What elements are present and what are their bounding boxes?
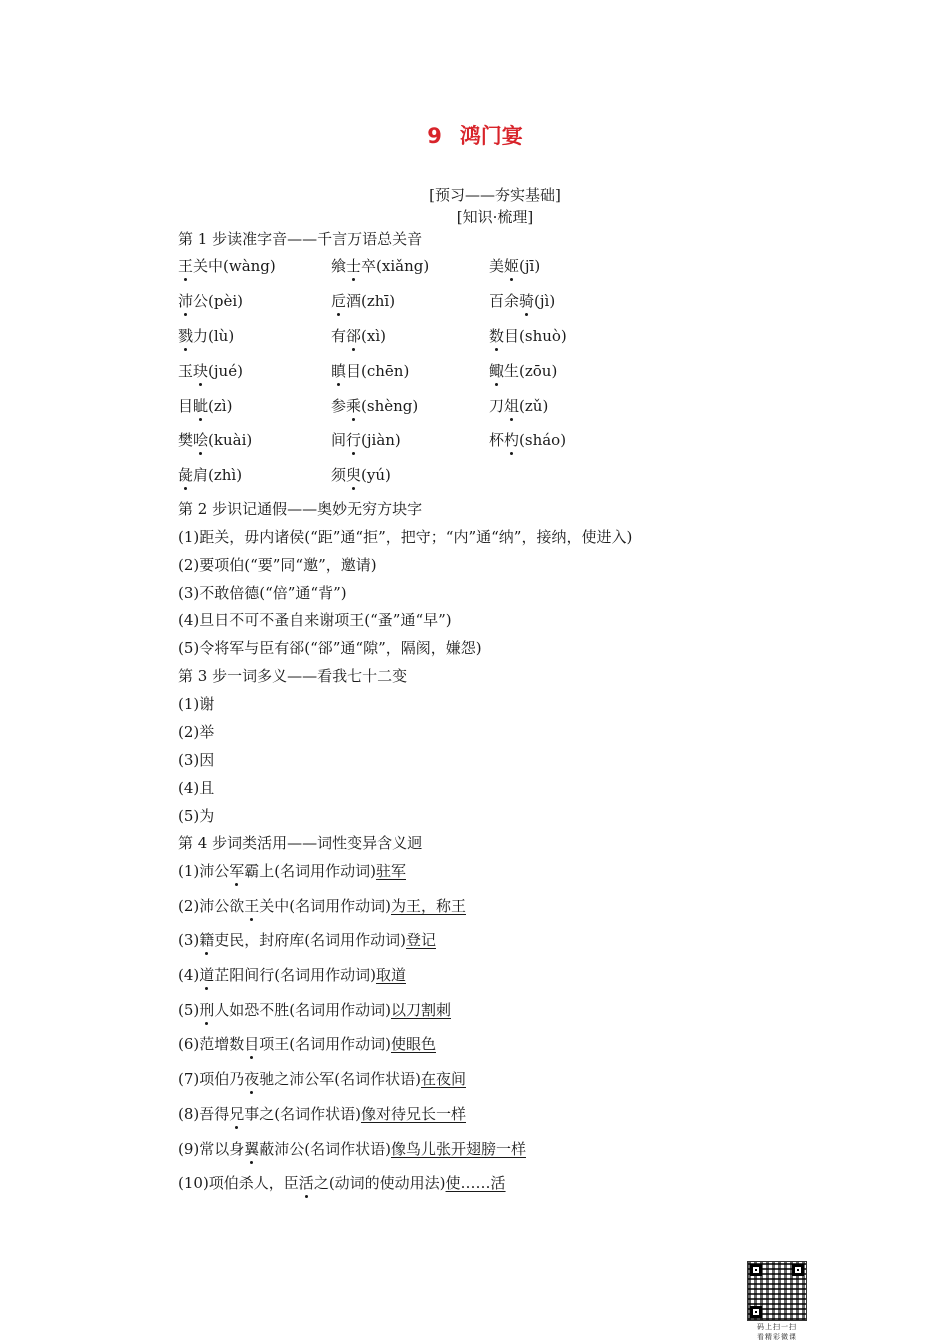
answer: 登记 — [405, 931, 436, 949]
huoyong-item: (4)道芷阳间行(名词用作动词)取道 — [178, 966, 406, 984]
subtitle-preview: [预习——夯实基础] — [429, 186, 561, 204]
polysemy-item: (4)且 — [178, 779, 215, 797]
polysemy-item: (5)为 — [178, 807, 215, 825]
pron-item: 彘肩(zhì) — [178, 466, 243, 484]
pron-item: 鲰生(zōu) — [489, 362, 558, 380]
pron-item: 参乘(shèng) — [331, 397, 419, 415]
huoyong-item: (8)吾得兄事之(名词作状语)像对待兄长一样 — [178, 1105, 466, 1123]
polysemy-item: (3)因 — [178, 751, 215, 769]
answer: 在夜间 — [420, 1070, 466, 1088]
answer: 为王，称王 — [390, 897, 466, 915]
pron-item: 沛公(pèi) — [178, 292, 243, 310]
tongjia-item: (1)距关，毋内诸侯(“距”通“拒”，把守；“内”通“纳”，接纳，使进入) — [178, 528, 633, 546]
pron-item: 卮酒(zhī) — [331, 292, 396, 310]
huoyong-item: (9)常以身翼蔽沛公(名词作状语)像鸟儿张开翅膀一样 — [178, 1140, 526, 1158]
step-4-heading: 第 4 步词类活用——词性变异含义迥 — [178, 834, 423, 852]
huoyong-item: (10)项伯杀人，臣活之(动词的使动用法)使……活 — [178, 1174, 506, 1192]
huoyong-item: (5)刑人如恐不胜(名词用作动词)以刀割刺 — [178, 1001, 451, 1019]
pron-item: 有郤(xì) — [331, 327, 386, 345]
polysemy-item: (1)谢 — [178, 695, 215, 713]
pron-item: 百余骑(jì) — [489, 292, 556, 310]
answer: 使……活 — [445, 1174, 506, 1192]
answer: 以刀割刺 — [390, 1001, 451, 1019]
tongjia-item: (5)令将军与臣有郤(“郤”通“隙”，隔阂，嫌怨) — [178, 639, 482, 657]
qr-caption-top: 码上扫一扫 — [757, 1323, 797, 1331]
huoyong-item: (7)项伯乃夜驰之沛公军(名词作状语)在夜间 — [178, 1070, 466, 1088]
pron-item: 樊哙(kuài) — [178, 431, 253, 449]
answer: 驻军 — [375, 862, 406, 880]
step-2-heading: 第 2 步识记通假——奥妙无穷方块字 — [178, 500, 423, 518]
huoyong-item: (6)范增数目项王(名词用作动词)使眼色 — [178, 1035, 436, 1053]
pron-item: 美姬(jī) — [489, 257, 541, 275]
qr-code-icon[interactable] — [748, 1262, 806, 1320]
tongjia-item: (4)旦日不可不蚤自来谢项王(“蚤”通“早”) — [178, 611, 452, 629]
polysemy-item: (2)举 — [178, 723, 215, 741]
qr-caption-bottom: 看精彩微课 — [757, 1333, 797, 1341]
pron-item: 间行(jiàn) — [331, 431, 401, 449]
pron-item: 瞋目(chēn) — [331, 362, 410, 380]
tongjia-item: (2)要项伯(“要”同“邀”，邀请) — [178, 556, 377, 574]
answer: 使眼色 — [390, 1035, 436, 1053]
pron-item: 须臾(yú) — [331, 466, 391, 484]
pron-item: 目眦(zì) — [178, 397, 233, 415]
pron-item: 戮力(lù) — [178, 327, 235, 345]
answer: 取道 — [375, 966, 406, 984]
pron-item: 杯杓(sháo) — [489, 431, 567, 449]
pron-item: 玉玦(jué) — [178, 362, 243, 380]
huoyong-item: (3)籍吏民，封府库(名词用作动词)登记 — [178, 931, 436, 949]
pron-item: 数目(shuò) — [489, 327, 567, 345]
lesson-title: 鸿门宴 — [459, 124, 523, 148]
answer: 像鸟儿张开翅膀一样 — [390, 1140, 526, 1158]
pron-item: 刀俎(zǔ) — [489, 397, 549, 415]
pron-item: 王关中(wàng) — [178, 257, 276, 275]
step-3-heading: 第 3 步一词多义——看我七十二变 — [178, 667, 408, 685]
step-1-heading: 第 1 步读准字音——千言万语总关音 — [178, 230, 423, 248]
lesson-number: 9 — [427, 124, 442, 148]
tongjia-item: (3)不敢倍德(“倍”通“背”) — [178, 584, 347, 602]
subtitle-knowledge: [知识·梳理] — [456, 208, 534, 226]
huoyong-item: (2)沛公欲王关中(名词用作动词)为王，称王 — [178, 897, 466, 915]
pron-item: 飨士卒(xiǎng) — [331, 257, 430, 275]
huoyong-item: (1)沛公军霸上(名词用作动词)驻军 — [178, 862, 406, 880]
answer: 像对待兄长一样 — [360, 1105, 466, 1123]
page-title — [0, 120, 950, 150]
